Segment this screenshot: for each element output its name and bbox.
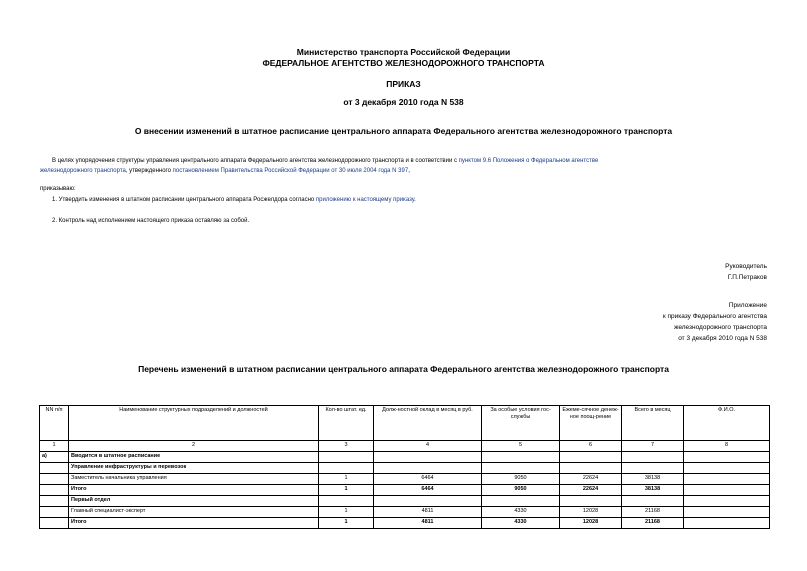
col-header-salary: Долж-ностной оклад в месяц в руб. [374,406,482,441]
doc-subject: О внесении изменений в штатное расписание центрального аппарата Федерального агентства железнодорожного транспорта [134,126,673,136]
appendix-line-1: Приложение [728,302,767,309]
appendix-line-3: железнодорожного транспорта [674,324,767,331]
link-clause-9-6[interactable]: пунктом 9.6 Положения о Федеральном агентстве [458,158,599,164]
staff-changes-table [39,405,770,529]
table-cell [622,452,684,463]
col-header-name: Наименование структурных подразделений и должностей [69,406,319,441]
table-cell [560,463,622,474]
order-word: приказываю: [40,186,76,192]
appendix-line-4: от 3 декабря 2010 года N 538 [678,335,767,342]
table-row [40,463,770,474]
table-cell [482,496,560,507]
table-cell [560,496,622,507]
doc-date: от 3 декабря 2010 года N 538 [343,97,464,107]
col-header-special: За особые условия гос-службы [482,406,560,441]
doc-type: ПРИКАЗ [386,79,421,89]
table-cell [684,507,770,518]
table-cell: 9050 [482,485,560,496]
table-cell [622,463,684,474]
table-cell: 4811 [374,507,482,518]
intro-paragraph [40,156,770,176]
table-cell [560,452,622,463]
item-1-end: . [414,197,416,203]
table-row [40,474,770,485]
item-1-text: 1. Утвердить изменения в штатном расписании центрального аппарата Росжелдора согласно [52,197,315,203]
table-cell: 1 [319,507,374,518]
table-cell [40,518,69,529]
col-header-bonus: Ежеме-сячное денеж-ное поощ-рение [560,406,622,441]
table-cell [684,496,770,507]
list-title: Перечень изменений в штатном расписании центрального аппарата Федерального агентства железнодорожного транспорта [138,364,669,374]
item-2: 2. Контроль над исполнением настоящего приказа оставляю за собой. [52,218,250,224]
table-row [40,452,770,463]
table-row [40,518,770,529]
index-cell: 4 [374,441,482,452]
index-cell: 3 [319,441,374,452]
table-cell: 6464 [374,485,482,496]
table-cell: 22624 [560,485,622,496]
table-cell [374,496,482,507]
table-header-row [40,406,770,441]
col-header-total: Всего в месяц [622,406,684,441]
table-cell: 12028 [560,518,622,529]
table-cell: 1 [319,485,374,496]
signature-name: Г.П.Петраков [727,274,767,281]
table-cell [482,452,560,463]
table-cell [684,463,770,474]
table-cell: Итого [69,518,319,529]
table-row [40,507,770,518]
intro-text: В целях упорядочения структуры управления центрального аппарата Федерального агентства железнодорожного транспорта и в соответствии с [52,158,457,164]
table-cell: 21168 [622,507,684,518]
index-cell: 1 [40,441,69,452]
table-cell [684,474,770,485]
col-header-fio: Ф.И.О. [684,406,770,441]
table-cell [319,463,374,474]
ministry-name: Министерство транспорта Российской Федерации [296,47,511,57]
index-cell: 2 [69,441,319,452]
table-cell: Управление инфраструктуры и перевозок [69,463,319,474]
table-cell: Заместитель начальника управления [69,474,319,485]
link-appendix[interactable]: приложению к настоящему приказу [315,197,415,203]
table-cell [622,496,684,507]
table-cell [684,452,770,463]
table-cell [684,518,770,529]
col-header-count: Кол-во штат. ед. [319,406,374,441]
appendix-block [663,300,767,344]
table-index-row [40,441,770,452]
table-row [40,496,770,507]
table-cell [40,463,69,474]
table-cell [40,474,69,485]
table-cell [482,463,560,474]
table-cell: 6464 [374,474,482,485]
table-cell: 38138 [622,485,684,496]
table-cell: Первый отдел [69,496,319,507]
table-cell: 4330 [482,518,560,529]
table-cell: 4811 [374,518,482,529]
table-cell [40,507,69,518]
table-cell: 38138 [622,474,684,485]
table-cell: Вводится в штатное расписание [69,452,319,463]
table-cell: 1 [319,474,374,485]
index-cell: 7 [622,441,684,452]
signature-title: Руководитель [725,263,767,270]
intro-end: , [408,168,410,174]
table-cell: Итого [69,485,319,496]
table-cell [319,496,374,507]
index-cell: 5 [482,441,560,452]
intro-mid-text: , утвержденного [125,168,171,174]
col-header-nn: NN п/п [40,406,69,441]
item-1 [52,197,416,203]
link-government-resolution[interactable]: постановлением Правительства Российской Федерации от 30 июля 2004 года N 397 [172,168,409,174]
index-cell: 6 [560,441,622,452]
appendix-line-2: к приказу Федерального агентства [662,313,767,320]
table-cell [40,485,69,496]
index-cell: 8 [684,441,770,452]
table-cell: 1 [319,518,374,529]
table-cell: 12028 [560,507,622,518]
table-cell: Главный специалист-эксперт [69,507,319,518]
table-cell: а) [40,452,69,463]
table-row [40,485,770,496]
table-cell [319,452,374,463]
table-cell [40,496,69,507]
table-cell: 4330 [482,507,560,518]
table-cell: 21168 [622,518,684,529]
table-cell: 22624 [560,474,622,485]
table-cell [374,452,482,463]
link-clause-9-6-cont[interactable]: железнодорожного транспорта [40,168,126,174]
agency-name: ФЕДЕРАЛЬНОЕ АГЕНТСТВО ЖЕЛЕЗНОДОРОЖНОГО ТРАНСПОРТА [262,58,545,68]
signature-block [725,261,767,283]
table-cell [684,485,770,496]
table-cell: 9050 [482,474,560,485]
table-cell [374,463,482,474]
